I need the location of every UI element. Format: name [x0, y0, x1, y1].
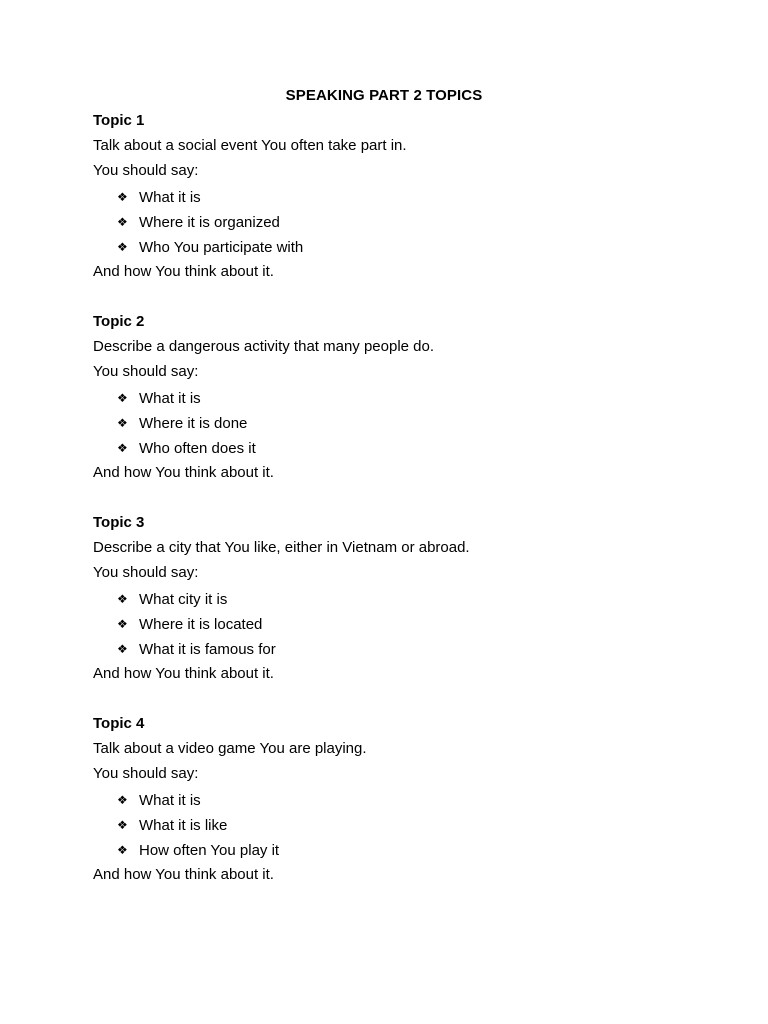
topic-closing: And how You think about it. — [93, 464, 274, 482]
topic-prompt: Describe a city that You like, either in Vietnam or abroad. — [93, 539, 470, 557]
four-diamond-bullet-icon: ❖ — [117, 817, 128, 832]
list-item — [93, 840, 693, 865]
list-item-text: What it is like — [139, 816, 228, 834]
four-diamond-bullet-icon: ❖ — [117, 189, 128, 204]
four-diamond-bullet-icon: ❖ — [117, 641, 128, 656]
four-diamond-bullet-icon: ❖ — [117, 440, 128, 455]
topic-intro: You should say: — [93, 363, 199, 381]
topic-intro: You should say: — [93, 162, 199, 180]
list-item — [93, 438, 693, 463]
list-item — [93, 815, 693, 840]
four-diamond-bullet-icon: ❖ — [117, 616, 128, 631]
four-diamond-bullet-icon: ❖ — [117, 214, 128, 229]
list-item-text: Who often does it — [139, 439, 256, 457]
list-item-text: What it is — [139, 791, 201, 809]
topic-prompt: Talk about a social event You often take part in. — [93, 137, 407, 155]
topic-heading: Topic 2 — [93, 313, 145, 330]
topic-prompt: Describe a dangerous activity that many people do. — [93, 338, 435, 356]
topic-closing: And how You think about it. — [93, 866, 274, 884]
four-diamond-bullet-icon: ❖ — [117, 239, 128, 254]
topic-heading: Topic 3 — [93, 514, 145, 531]
four-diamond-bullet-icon: ❖ — [117, 792, 128, 807]
list-item — [93, 187, 693, 212]
topic-section-2 — [93, 312, 693, 488]
four-diamond-bullet-icon: ❖ — [117, 390, 128, 405]
page-title: SPEAKING PART 2 TOPICS — [285, 87, 483, 104]
list-item-text: What it is — [139, 389, 201, 407]
list-item-text: Where it is located — [139, 615, 263, 633]
list-item — [93, 237, 693, 262]
list-item-text: Where it is done — [139, 414, 248, 432]
topic-section-3 — [93, 513, 693, 689]
topic-closing: And how You think about it. — [93, 263, 274, 281]
four-diamond-bullet-icon: ❖ — [117, 842, 128, 857]
list-item-text: What city it is — [139, 590, 228, 608]
list-item — [93, 639, 693, 664]
topic-section-4 — [93, 714, 693, 890]
list-item — [93, 790, 693, 815]
list-item-text: How often You play it — [139, 841, 280, 859]
list-item — [93, 413, 693, 438]
topic-prompt: Talk about a video game You are playing. — [93, 740, 367, 758]
topic-closing: And how You think about it. — [93, 665, 274, 683]
four-diamond-bullet-icon: ❖ — [117, 591, 128, 606]
list-item — [93, 614, 693, 639]
list-item-text: What it is famous for — [139, 640, 276, 658]
list-item-text: Who You participate with — [139, 238, 304, 256]
topic-heading: Topic 1 — [93, 112, 145, 129]
list-item-text: What it is — [139, 188, 201, 206]
list-item — [93, 212, 693, 237]
topic-heading: Topic 4 — [93, 715, 145, 732]
topic-intro: You should say: — [93, 564, 199, 582]
list-item — [93, 388, 693, 413]
list-item-text: Where it is organized — [139, 213, 280, 231]
list-item — [93, 589, 693, 614]
four-diamond-bullet-icon: ❖ — [117, 415, 128, 430]
topic-section-1 — [93, 111, 693, 287]
topic-intro: You should say: — [93, 765, 199, 783]
